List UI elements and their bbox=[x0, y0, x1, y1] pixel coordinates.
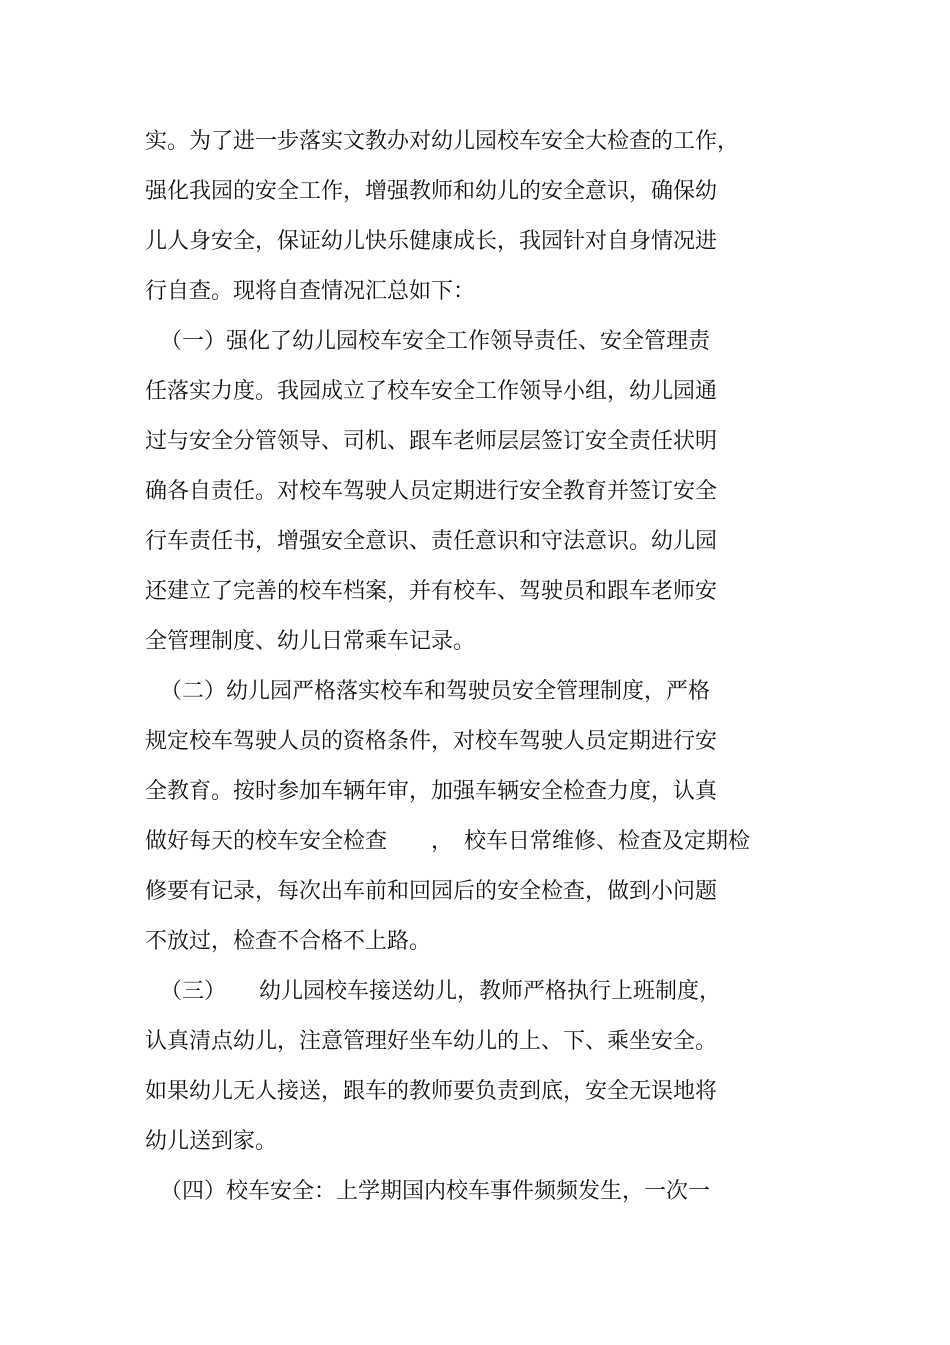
text-line: 强化我园的安全工作，增强教师和幼儿的安全意识，确保幼 bbox=[145, 179, 718, 204]
text-line: 全管理制度、幼儿日常乘车记录。 bbox=[145, 629, 476, 654]
text-line: 确各自责任。对校车驾驶人员定期进行安全教育并签订安全 bbox=[145, 479, 718, 504]
text-line: 如果幼儿无人接送，跟车的教师要负责到底，安全无误地将 bbox=[145, 1079, 718, 1104]
text-line: 行车责任书，增强安全意识、责任意识和守法意识。幼儿园 bbox=[145, 529, 718, 554]
paragraph-heading-4: （四）校车安全：上学期国内校车事件频频发生，一次一 bbox=[160, 1179, 711, 1204]
text-line: 幼儿送到家。 bbox=[145, 1129, 278, 1154]
text-line: 实。为了进一步落实文教办对幼儿园校车安全大检查的工作， bbox=[145, 129, 740, 154]
paragraph-heading-2: （二）幼儿园严格落实校车和驾驶员安全管理制度，严格 bbox=[160, 679, 711, 704]
paragraph-heading-1: （一）强化了幼儿园校车安全工作领导责任、安全管理责 bbox=[160, 329, 711, 354]
text-line: 全教育。按时参加车辆年审，加强车辆安全检查力度，认真 bbox=[145, 779, 718, 804]
text-line: 行自查。现将自查情况汇总如下： bbox=[145, 279, 476, 304]
text-line: 不放过，检查不合格不上路。 bbox=[145, 929, 432, 954]
text-line: 做好每天的校车安全检查 ， 校车日常维修、检查及定期检 bbox=[145, 829, 751, 854]
text-line: 规定校车驾驶人员的资格条件，对校车驾驶人员定期进行安 bbox=[145, 729, 718, 754]
text-line: 还建立了完善的校车档案，并有校车、驾驶员和跟车老师安 bbox=[145, 579, 718, 604]
paragraph-heading-3: （三） 幼儿园校车接送幼儿，教师严格执行上班制度， bbox=[160, 979, 722, 1004]
text-line: 过与安全分管领导、司机、跟车老师层层签订安全责任状明 bbox=[145, 429, 718, 454]
text-line: 任落实力度。我园成立了校车安全工作领导小组，幼儿园通 bbox=[145, 379, 718, 404]
text-line: 修要有记录，每次出车前和回园后的安全检查，做到小问题 bbox=[145, 879, 718, 904]
text-line: 儿人身安全，保证幼儿快乐健康成长，我园针对自身情况进 bbox=[145, 229, 718, 254]
text-line: 认真清点幼儿，注意管理好坐车幼儿的上、下、乘坐安全。 bbox=[145, 1029, 718, 1054]
